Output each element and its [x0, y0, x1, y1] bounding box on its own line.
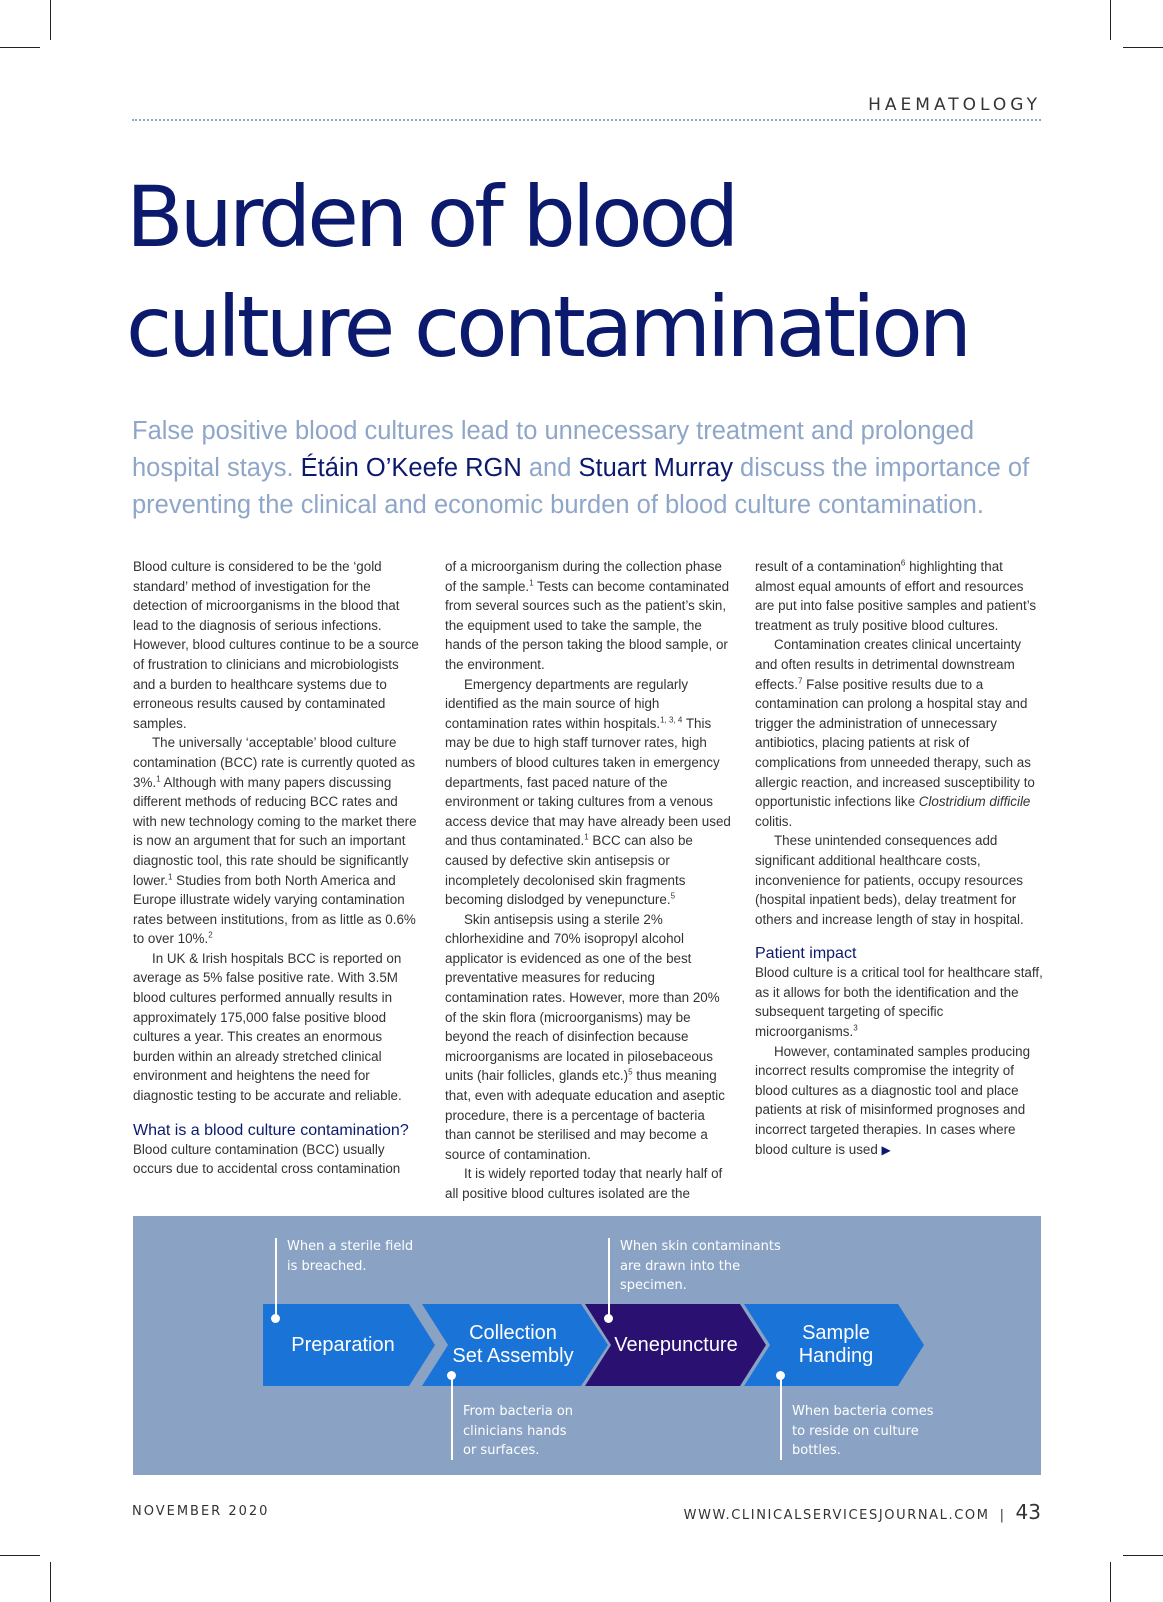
paragraph: Blood culture is considered to be the ‘gold standard’ method of investigation for the detection of microorganisms in the blood that lead to the diagnosis of serious infections. However, blood cultures continue to be a source of frustration to clinicians and microbiologists and a burden to healthcare systems due to erroneous results caused by contaminated samples.: [133, 559, 419, 731]
paragraph: These unintended consequences add significant additional healthcare costs, inconvenience for patients, occupy resources (hospital inpatient beds), delay treatment for others and increase length of stay in hospital.: [755, 833, 1024, 927]
paragraph: It is widely reported today that nearly half of all positive blood cultures isolated are the: [445, 1166, 723, 1201]
paragraph: The universally ‘acceptable’ blood culture contamination (BCC) rate is currently quoted as 3%.$^1$ Although with many papers discussing different methods of reducing BCC rates and with new technology coming to the market there is now an argument that for such an important diagnostic tool, this rate should be significantly lower.$^1$ Studies from both North America and Europe illustrate widely varying contamination rates between institutions, from as little as 0.6% to over 10%.$^2$: [133, 735, 417, 947]
callout-dot: [604, 1314, 613, 1323]
footer-right: [684, 1500, 1041, 1524]
reference: 1: [584, 832, 589, 842]
author-name: Stuart Murray: [578, 454, 733, 482]
reference: 5: [670, 891, 676, 901]
title-line-1: Burden of blood: [126, 168, 736, 266]
callout-line: [608, 1238, 610, 1318]
section-label: HAEMATOLOGY: [868, 95, 1041, 115]
body-column-2: [445, 557, 733, 1204]
callout-line: [275, 1238, 277, 1318]
reference: 2: [208, 930, 213, 940]
author-name: Étáin O’Keefe RGN: [300, 454, 522, 482]
standfirst-text: discuss the importance of preventing the clinical and economic burden of blood culture contamination.: [132, 454, 1030, 519]
callout-line: [780, 1376, 782, 1460]
stage-preparation: Preparation: [291, 1333, 395, 1356]
standfirst-text: and: [521, 454, 579, 482]
reference: 1: [529, 578, 534, 588]
paragraph: In UK & Irish hospitals BCC is reported on average as 5% false positive rate. With 3.5M blood cultures performed annually results in approximately 175,000 false positive blood cultures a year. This creates an enormous burden within an already stretched clinical environment and heightens the need for diagnostic testing to be accurate and reliable.: [133, 950, 402, 1104]
note-skin-contaminants: When skin contaminants are drawn into the specimen.: [620, 1239, 781, 1293]
callout-dot: [271, 1314, 280, 1323]
standfirst: [132, 413, 1044, 524]
paragraph: Blood culture is a critical tool for healthcare staff, as it allows for both the identification and the subsequent targeting of specific microorganisms.$^3$: [755, 965, 1043, 1040]
italic-term: Clostridium difficile: [918, 794, 1031, 810]
subheading: Patient impact: [755, 945, 857, 963]
crop-mark: [1123, 1555, 1163, 1556]
note-sterile-field: When a sterile field is breached.: [287, 1239, 414, 1274]
title-line-2: culture contamination: [126, 278, 969, 376]
continue-arrow-icon: ▶: [881, 1142, 891, 1157]
crop-mark: [1110, 1562, 1111, 1602]
paragraph: of a microorganism during the collection phase of the sample.$^1$ Tests can become contaminated from several sources such as the patient’s skin, the equipment used to take the sample, the hands of the person taking the blood sample, or the environment.: [445, 559, 730, 672]
paragraph: Emergency departments are regularly identified as the main source of high contamination rates within hospitals.$^{1, 3, 4}$ This may be due to high staff turnover rates, high numbers of blood cultures taken in emergency departments, fast paced nature of the environment or taking cultures from a venous access device that may have already been used and thus contaminated.$^1$ BCC can also be caused by defective skin antisepsis or incompletely decolonised skin fragments becoming dislodged by venepuncture.$^5$: [445, 676, 731, 908]
callout-line: [451, 1376, 453, 1460]
reference: 1, 3, 4: [660, 715, 683, 725]
subheading: What is a blood culture contamination?: [133, 1121, 409, 1139]
paragraph: result of a contamination$^6$ highlighting that almost equal amounts of effort and resources are put into false positive samples and patient’s treatment as truly positive blood cultures.: [755, 558, 1037, 633]
reference: 3: [853, 1023, 858, 1033]
crop-mark: [1123, 47, 1163, 48]
article-title: [126, 162, 1046, 382]
paragraph: Contamination creates clinical uncertainty and often results in detrimental downstream effects.$^7$ False positive results due to a contamination can prolong a hospital stay and trigger the administration of unnecessary antibiotics, placing patients at risk of complications from unneeded therapy, such as allergic reaction, and increased susceptibility to opportunistic infections like Clostridium difficile colitis.: [755, 637, 1035, 829]
crop-mark: [0, 1555, 40, 1556]
stage-venepuncture: Venepuncture: [614, 1333, 738, 1356]
crop-mark: [50, 0, 51, 40]
crop-mark: [0, 47, 40, 48]
note-bacteria-bottles: When bacteria comes to reside on culture bottles.: [792, 1404, 934, 1458]
crop-mark: [1110, 0, 1111, 40]
body-column-1: [133, 557, 421, 1179]
standfirst-text: False positive blood cultures lead to unnecessary treatment and prolonged hospital stays.: [132, 417, 975, 482]
reference: 1: [156, 774, 161, 784]
body-column-3: [755, 557, 1043, 1160]
stage-sample-handing: Sample Handing: [798, 1322, 874, 1367]
page-number: 43: [1015, 1500, 1041, 1524]
paragraph: Skin antisepsis using a sterile 2% chlorhexidine and 70% isopropyl alcohol applicator is evidenced as one of the best preventative measures for reducing contamination rates. However, more than 20% of the skin flora (microorganisms) may be beyond the reach of disinfection because microorganisms are located in pilosebaceous units (hair follicles, glands etc.)$^5$ thus meaning that, even with adequate education and aseptic procedure, there is a percentage of bacteria than cannot be sterilised and may become a source of contamination.: [445, 911, 725, 1162]
reference: 1: [167, 872, 173, 882]
process-diagram: [133, 1216, 1041, 1475]
reference: 7: [797, 676, 803, 686]
stage-collection-set-assembly: Collection Set Assembly: [452, 1322, 574, 1367]
header-divider: [132, 119, 1041, 121]
paragraph: However, contaminated samples producing incorrect results compromise the integrity of blood cultures as a diagnostic tool and place patients at risk of misinformed prognoses and incorrect targeted therapies. In cases where blood culture is used ▶: [755, 1043, 1031, 1157]
note-bacteria-hands: From bacteria on clinicians hands or surfaces.: [463, 1404, 574, 1458]
issue-date: NOVEMBER 2020: [132, 1504, 270, 1519]
paragraph: Blood culture contamination (BCC) usually occurs due to accidental cross contamination: [133, 1141, 401, 1177]
footer-separator: |: [999, 1508, 1006, 1523]
crop-mark: [50, 1562, 51, 1602]
website-link[interactable]: WWW.CLINICALSERVICESJOURNAL.COM: [683, 1508, 990, 1523]
reference: 6: [900, 558, 906, 568]
reference: 5: [628, 1067, 633, 1077]
